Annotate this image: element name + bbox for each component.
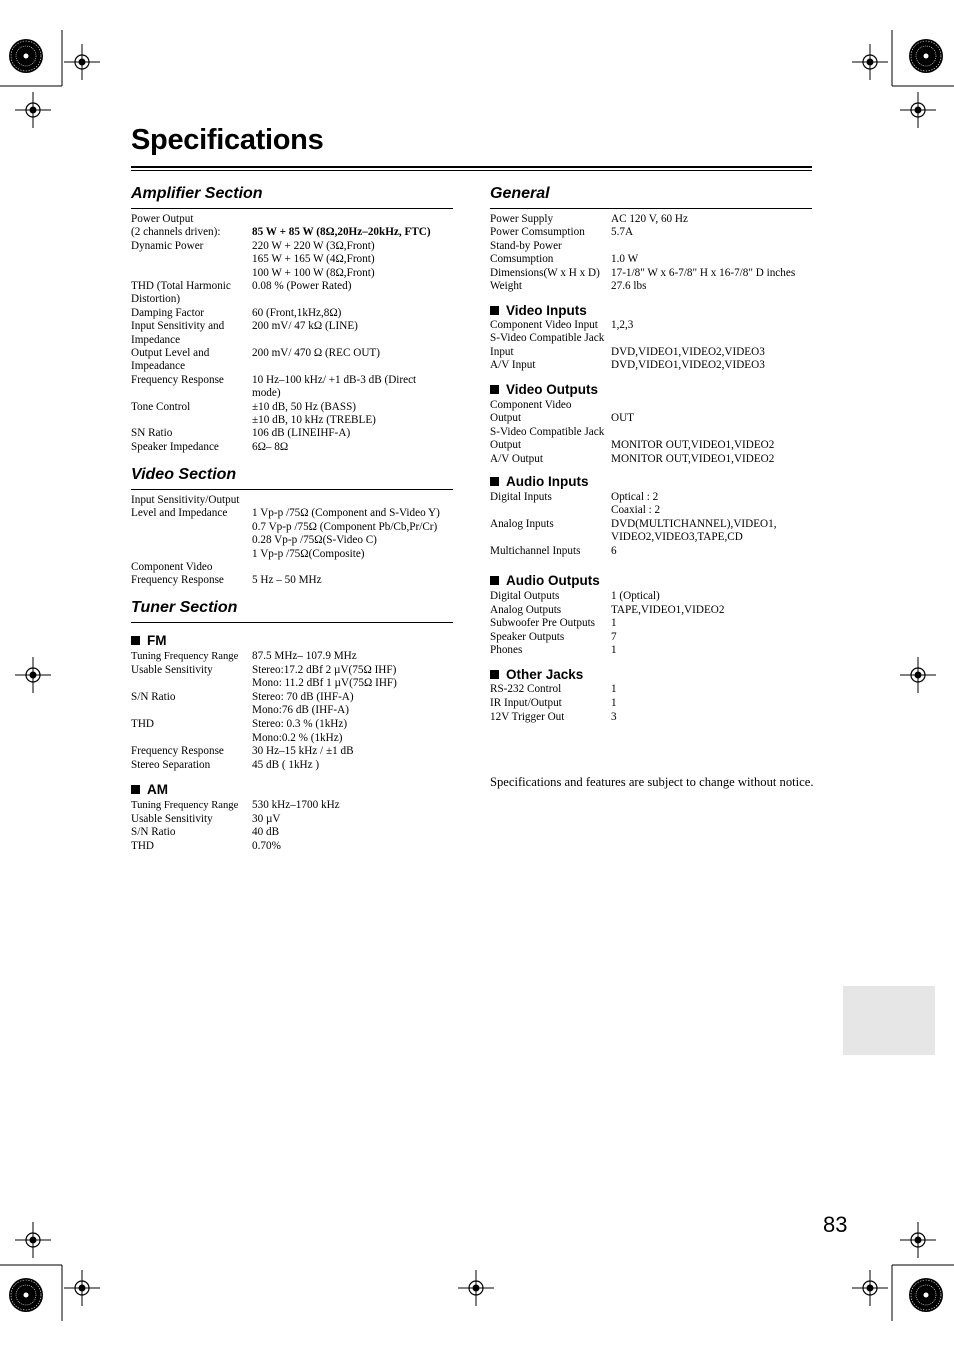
spec-label: Level and Impedance: [131, 507, 228, 520]
spec-row: [131, 253, 461, 266]
spec-value: 1: [611, 617, 617, 630]
spec-label: Analog Outputs: [490, 603, 562, 616]
spec-label: Impeadance: [131, 360, 186, 373]
spec-value: Coaxial : 2: [611, 504, 661, 517]
square-bullet-icon: [131, 785, 140, 794]
spec-label: RS-232 Control: [490, 683, 562, 695]
spec-row: [490, 590, 820, 604]
spec-label: Dynamic Power: [131, 239, 204, 252]
spec-value: 200 mV/ 47 kΩ (LINE): [252, 320, 358, 333]
section-rule: [131, 622, 453, 623]
spec-row: [490, 412, 820, 425]
spec-value: 0.7 Vp-p /75Ω (Component Pb/Cb,Pr/Cr): [252, 520, 438, 533]
spec-value: 1: [611, 644, 617, 657]
spec-label: Output: [490, 439, 522, 452]
spec-row: [490, 545, 820, 558]
spec-row: [131, 664, 461, 678]
spec-value: 85 W + 85 W (8Ω,20Hz–20kHz, FTC): [252, 226, 431, 239]
spec-row: [490, 439, 820, 452]
spec-row: [490, 359, 820, 372]
tuner-section-heading: Tuner Section: [131, 599, 238, 616]
spec-value: VIDEO2,VIDEO3,TAPE,CD: [611, 531, 743, 544]
spec-value: 0.28 Vp-p /75Ω(S-Video C): [252, 534, 377, 547]
spec-row: [490, 617, 820, 631]
spec-value: 45 dB ( 1kHz ): [252, 758, 320, 771]
spec-value: 27.6 lbs: [611, 280, 647, 292]
spec-row: [131, 650, 461, 664]
spec-row: [131, 226, 461, 239]
spec-label: Weight: [490, 280, 523, 292]
spec-label: Input: [490, 345, 514, 358]
gray-index-tab: [843, 986, 935, 1055]
spec-value: 7: [611, 630, 617, 643]
spec-row: [131, 840, 461, 854]
spec-label: Speaker Impedance: [131, 440, 219, 453]
square-bullet-icon: [490, 576, 499, 585]
spec-row: [131, 280, 461, 293]
spec-row: [490, 697, 820, 711]
spec-value: mode): [252, 387, 281, 400]
spec-label: Comsumption: [490, 253, 554, 266]
spec-label: Component Video: [490, 399, 572, 411]
title-rule: [131, 166, 812, 168]
spec-label: Stereo Separation: [131, 758, 211, 771]
spec-label: SN Ratio: [131, 427, 173, 440]
audio-inputs-subheading: Audio Inputs: [490, 474, 588, 489]
spec-label: 12V Trigger Out: [490, 710, 565, 723]
spec-row: [131, 718, 461, 732]
spec-value: DVD(MULTICHANNEL),VIDEO1,: [611, 517, 777, 530]
spec-row: [131, 799, 461, 813]
spec-label: S/N Ratio: [131, 826, 176, 839]
spec-row: [131, 240, 461, 253]
spec-value: 40 dB: [252, 826, 280, 839]
spec-label: Subwoofer Pre Outputs: [490, 617, 596, 630]
spec-row: [131, 360, 461, 373]
spec-label: Usable Sensitivity: [131, 812, 213, 825]
spec-row: [490, 280, 820, 293]
spec-label: S-Video Compatible Jack: [490, 332, 605, 345]
spec-value: 1 Vp-p /75Ω(Composite): [252, 547, 365, 560]
spec-label: S/N Ratio: [131, 690, 176, 703]
spec-row: [131, 826, 461, 840]
spec-label: Tone Control: [131, 400, 191, 413]
spec-row: [131, 334, 461, 347]
spec-value: Mono:76 dB (IHF-A): [252, 704, 349, 717]
spec-label: Phones: [490, 644, 523, 657]
spec-value: 60 (Front,1kHz,8Ω): [252, 306, 342, 319]
spec-value: 165 W + 165 W (4Ω,Front): [252, 253, 375, 266]
spec-value: 6Ω– 8Ω: [252, 440, 289, 453]
spec-label: Analog Inputs: [490, 517, 554, 530]
spec-row: [131, 561, 461, 574]
spec-label: Power Comsumption: [490, 226, 585, 239]
spec-label: Input Sensitivity and: [131, 320, 225, 333]
spec-value: 30 Hz–15 kHz / ±1 dB: [252, 745, 354, 758]
spec-label: A/V Input: [490, 359, 536, 372]
section-rule: [490, 208, 812, 209]
amplifier-section-heading: Amplifier Section: [131, 185, 263, 202]
spec-value: ±10 dB, 10 kHz (TREBLE): [252, 414, 376, 426]
spec-row: [131, 704, 461, 718]
spec-row: [131, 401, 461, 414]
spec-row: [490, 346, 820, 359]
spec-label: Stand-by Power: [490, 239, 562, 252]
spec-value: 0.08 % (Power Rated): [252, 280, 352, 292]
spec-label: Power Supply: [490, 213, 554, 225]
spec-label: Speaker Outputs: [490, 630, 565, 643]
spec-label: Distortion): [131, 293, 181, 306]
spec-value: 100 W + 100 W (8Ω,Front): [252, 266, 375, 279]
square-bullet-icon: [490, 477, 499, 486]
spec-row: [490, 531, 820, 544]
spec-row: [131, 441, 461, 454]
spec-row: [490, 267, 820, 280]
spec-value: Mono:0.2 % (1kHz): [252, 731, 343, 744]
spec-label: Component Video: [131, 561, 213, 573]
spec-value: 6: [611, 544, 617, 557]
spec-row: [490, 604, 820, 618]
spec-value: 0.70%: [252, 839, 281, 852]
spec-row: [131, 494, 461, 507]
spec-row: [490, 518, 820, 531]
spec-value: 17-1/8" W x 6-7/8" H x 16-7/8" D inches: [611, 266, 796, 279]
section-rule: [131, 489, 453, 490]
spec-row: [490, 332, 820, 345]
square-bullet-icon: [490, 306, 499, 315]
section-rule: [131, 208, 453, 209]
spec-row: [131, 414, 461, 427]
spec-value: DVD,VIDEO1,VIDEO2,VIDEO3: [611, 345, 765, 358]
spec-label: Frequency Response: [131, 745, 224, 758]
spec-row: [490, 504, 820, 517]
spec-label: Digital Outputs: [490, 590, 560, 602]
audio-outputs-subheading: Audio Outputs: [490, 573, 600, 588]
spec-label: Dimensions(W x H x D): [490, 266, 600, 279]
spec-value: 200 mV/ 470 Ω (REC OUT): [252, 347, 380, 359]
spec-value: Stereo: 0.3 % (1kHz): [252, 718, 348, 730]
page-title: Specifications: [131, 124, 324, 156]
spec-label: Power Output: [131, 213, 194, 225]
spec-label: IR Input/Output: [490, 696, 562, 709]
spec-row: [490, 711, 820, 725]
spec-label: Multichannel Inputs: [490, 544, 581, 557]
video-section-heading: Video Section: [131, 466, 237, 483]
spec-label: Input Sensitivity/Output: [131, 494, 240, 506]
spec-row: [490, 683, 820, 697]
spec-row: [490, 240, 820, 253]
page-number: 83: [823, 1212, 848, 1237]
spec-row: [131, 677, 461, 691]
spec-value: 1 (Optical): [611, 590, 660, 602]
spec-value: 1,2,3: [611, 319, 634, 331]
spec-value: 30 µV: [252, 812, 281, 825]
other-jacks-subheading: Other Jacks: [490, 667, 583, 682]
spec-row: [490, 213, 820, 226]
spec-value: Optical : 2: [611, 491, 659, 503]
spec-row: [131, 213, 461, 226]
spec-row: [131, 293, 461, 306]
spec-label: (2 channels driven):: [131, 226, 221, 239]
spec-row: [490, 319, 820, 332]
spec-value: Stereo: 70 dB (IHF-A): [252, 690, 354, 703]
disclaimer-note: Specifications and features are subject to change without notice.: [490, 775, 814, 789]
spec-value: 1: [611, 683, 617, 695]
spec-value: 1 Vp-p /75Ω (Component and S-Video Y): [252, 507, 440, 520]
spec-label: THD (Total Harmonic: [131, 280, 231, 292]
spec-label: Impedance: [131, 333, 181, 346]
spec-label: Output Level and: [131, 347, 210, 359]
video-outputs-subheading: Video Outputs: [490, 382, 598, 397]
spec-row: [131, 691, 461, 705]
spec-row: [490, 631, 820, 645]
spec-label: Tuning Frequency Range: [131, 651, 239, 662]
spec-label: Component Video Input: [490, 319, 598, 331]
spec-label: Tuning Frequency Range: [131, 800, 239, 811]
spec-value: Stereo:17.2 dBf 2 µV(75Ω IHF): [252, 663, 397, 676]
spec-label: A/V Output: [490, 452, 543, 465]
spec-row: [131, 427, 461, 440]
spec-row: [131, 387, 461, 400]
spec-row: [131, 307, 461, 320]
title-rule-thin: [131, 170, 812, 171]
square-bullet-icon: [490, 385, 499, 394]
spec-value: 530 kHz–1700 kHz: [252, 799, 340, 811]
spec-row: [131, 732, 461, 746]
spec-value: MONITOR OUT,VIDEO1,VIDEO2: [611, 452, 775, 465]
spec-row: [131, 548, 461, 561]
spec-value: 10 Hz–100 kHz/ +1 dB-3 dB (Direct: [252, 373, 417, 386]
spec-value: 1.0 W: [611, 253, 639, 266]
fm-subheading: FM: [131, 633, 167, 648]
spec-row: [131, 759, 461, 773]
spec-row: [490, 644, 820, 658]
spec-label: S-Video Compatible Jack: [490, 425, 605, 438]
spec-row: [131, 320, 461, 333]
square-bullet-icon: [131, 636, 140, 645]
spec-row: [490, 426, 820, 439]
spec-label: THD: [131, 839, 154, 852]
spec-row: [131, 813, 461, 827]
spec-row: [490, 453, 820, 466]
video-inputs-subheading: Video Inputs: [490, 303, 587, 318]
spec-row: [131, 574, 461, 587]
spec-label: Damping Factor: [131, 306, 205, 319]
spec-label: THD: [131, 718, 154, 730]
spec-value: AC 120 V, 60 Hz: [611, 213, 688, 225]
spec-label: Frequency Response: [131, 373, 224, 386]
spec-row: [490, 399, 820, 412]
spec-row: [131, 507, 461, 520]
spec-row: [131, 347, 461, 360]
am-subheading: AM: [131, 782, 168, 797]
spec-row: [131, 745, 461, 759]
spec-label: Output: [490, 412, 522, 425]
square-bullet-icon: [490, 670, 499, 679]
spec-value: 106 dB (LINEIHF-A): [252, 427, 351, 440]
spec-label: Frequency Response: [131, 574, 224, 587]
spec-value: 5 Hz – 50 MHz: [252, 574, 322, 587]
spec-value: Mono: 11.2 dBf 1 µV(75Ω IHF): [252, 677, 397, 690]
spec-value: 5.7A: [611, 226, 634, 239]
spec-row: [490, 491, 820, 504]
spec-value: DVD,VIDEO1,VIDEO2,VIDEO3: [611, 359, 765, 372]
spec-label: Usable Sensitivity: [131, 663, 213, 676]
spec-value: TAPE,VIDEO1,VIDEO2: [611, 603, 725, 616]
spec-label: Digital Inputs: [490, 491, 552, 503]
general-section-heading: General: [490, 185, 550, 202]
spec-row: [131, 267, 461, 280]
spec-row: [490, 253, 820, 266]
spec-value: 1: [611, 696, 617, 709]
spec-row: [131, 374, 461, 387]
spec-value: MONITOR OUT,VIDEO1,VIDEO2: [611, 439, 775, 452]
spec-value: 220 W + 220 W (3Ω,Front): [252, 239, 375, 252]
spec-row: [131, 521, 461, 534]
spec-value: OUT: [611, 412, 634, 425]
spec-value: 87.5 MHz– 107.9 MHz: [252, 650, 357, 662]
spec-value: 3: [611, 710, 617, 723]
spec-row: [131, 534, 461, 547]
spec-value: ±10 dB, 50 Hz (BASS): [252, 400, 357, 413]
spec-row: [490, 226, 820, 239]
